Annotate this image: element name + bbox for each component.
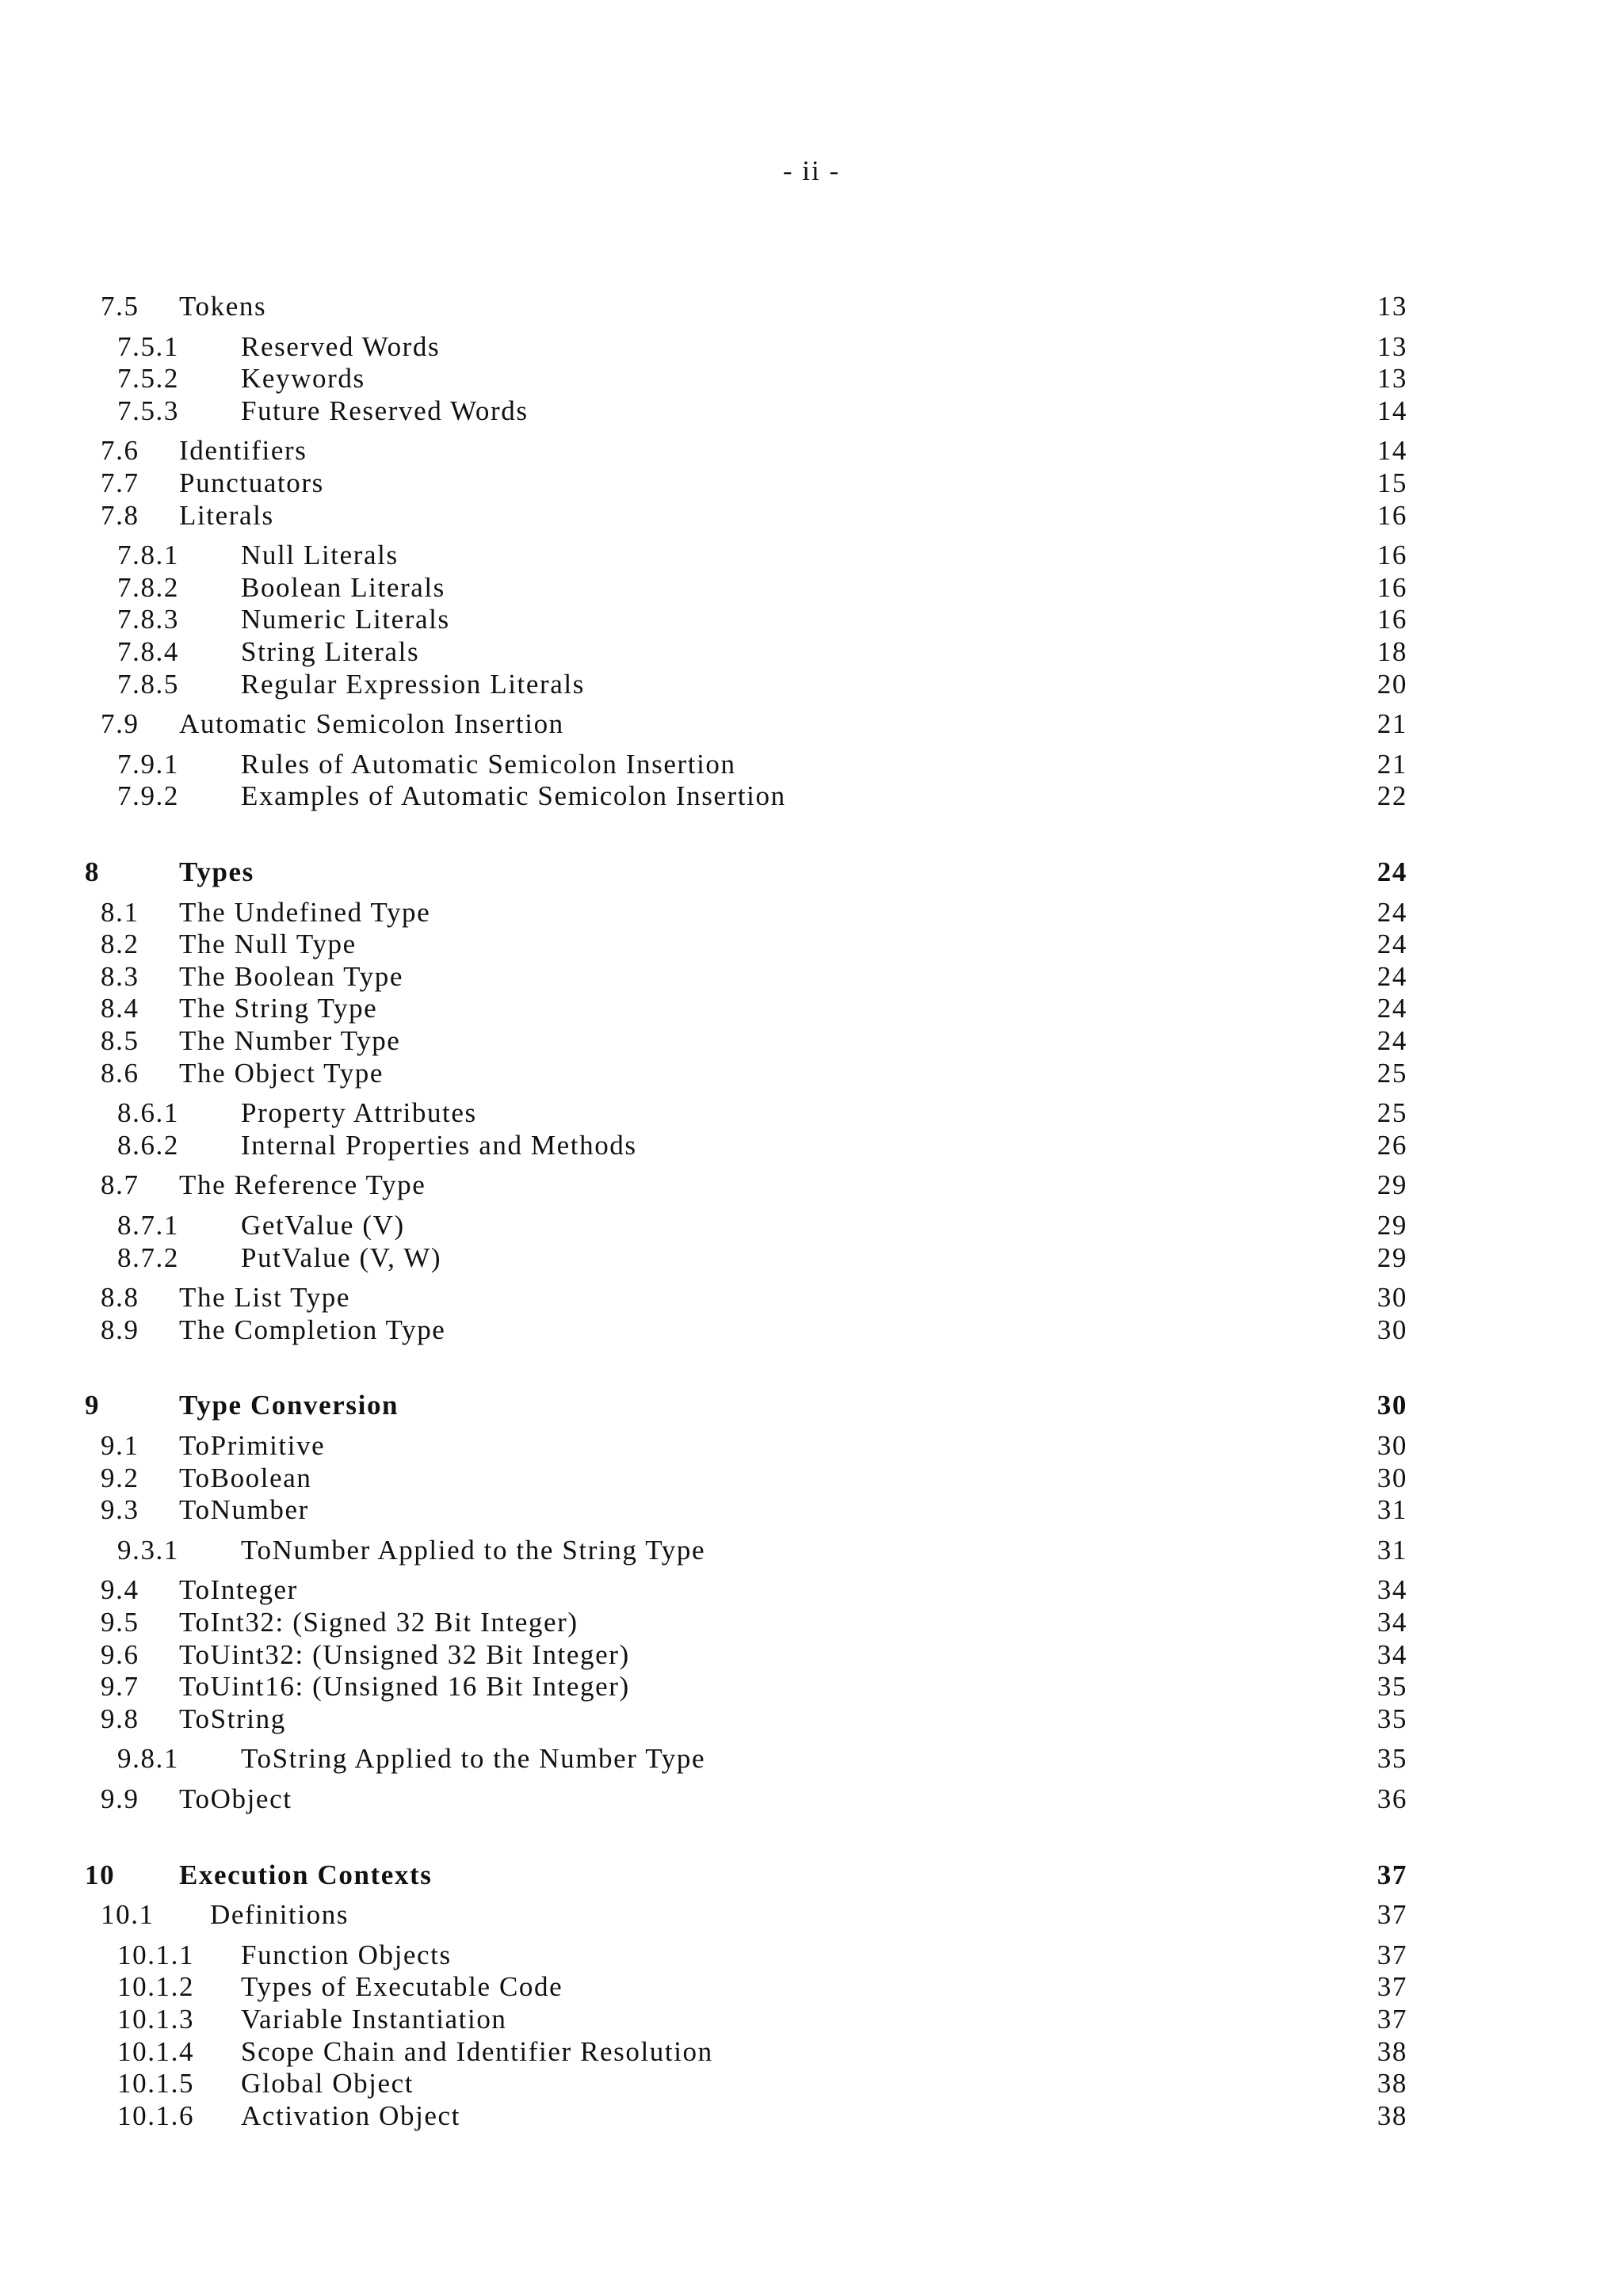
toc-entry-number: 8.8 xyxy=(101,1282,139,1314)
toc-entry-title: ToPrimitive xyxy=(179,1430,326,1461)
toc-entry-title: GetValue (V) xyxy=(241,1210,405,1241)
toc-entry-number: 9.9 xyxy=(101,1783,139,1814)
toc-entry-title: Literals xyxy=(179,499,274,531)
toc-chapter-entry xyxy=(85,855,1407,890)
toc-entry-number: 8.6 xyxy=(101,1057,139,1089)
toc-entry-page: 30 xyxy=(1377,1462,1407,1493)
toc-entry-page: 29 xyxy=(1377,1169,1407,1201)
toc-entry-page: 35 xyxy=(1377,1703,1407,1734)
toc-entry-page: 18 xyxy=(1377,636,1407,667)
toc-entry-page: 16 xyxy=(1377,499,1407,531)
toc-entry-page: 24 xyxy=(1377,993,1407,1024)
toc-entry-page: 21 xyxy=(1377,708,1407,740)
toc-entry-page: 35 xyxy=(1377,1671,1407,1703)
toc-subsection-entry xyxy=(117,1741,1407,1776)
toc-entry-page: 14 xyxy=(1377,435,1407,467)
toc-section-entry xyxy=(101,498,1407,533)
toc-entry-title: ToNumber Applied to the String Type xyxy=(241,1534,706,1566)
toc-section-entry xyxy=(101,1024,1407,1058)
toc-entry-number: 9.1 xyxy=(101,1430,139,1461)
toc-section-entry xyxy=(101,1280,1407,1315)
toc-entry-number: 10.1.3 xyxy=(117,2004,195,2035)
toc-entry-title: Execution Contexts xyxy=(179,1859,433,1890)
toc-entry-title: Keywords xyxy=(241,363,365,395)
toc-entry-title: The String Type xyxy=(179,993,378,1024)
toc-entry-number: 8.6.2 xyxy=(117,1129,179,1161)
toc-entry-title: Automatic Semicolon Insertion xyxy=(179,708,564,740)
toc-entry-page: 26 xyxy=(1377,1129,1407,1161)
toc-section-entry xyxy=(101,1493,1407,1527)
toc-entry-page: 16 xyxy=(1377,604,1407,635)
toc-entry-title: The Object Type xyxy=(179,1057,384,1089)
toc-subsection-entry xyxy=(117,779,1407,814)
toc-entry-title: ToBoolean xyxy=(179,1462,312,1493)
toc-entry-page: 37 xyxy=(1377,2004,1407,2035)
toc-entry-title: ToInteger xyxy=(179,1574,298,1606)
toc-entry-page: 16 xyxy=(1377,571,1407,603)
toc-subsection-entry xyxy=(117,1128,1407,1163)
toc-entry-title: Punctuators xyxy=(179,467,324,498)
toc-entry-number: 8.2 xyxy=(101,929,139,960)
toc-entry-title: Property Attributes xyxy=(241,1097,477,1129)
toc-entry-page: 38 xyxy=(1377,2100,1407,2131)
toc-section-entry xyxy=(101,1638,1407,1672)
toc-section-entry xyxy=(101,927,1407,962)
toc-entry-number: 10.1.4 xyxy=(117,2035,195,2067)
toc-section-entry xyxy=(101,1669,1407,1704)
toc-section-entry xyxy=(101,1461,1407,1496)
toc-section-entry xyxy=(101,707,1407,742)
toc-entry-number: 7.7 xyxy=(101,467,139,498)
toc-entry-page: 37 xyxy=(1377,1971,1407,2003)
toc-entry-title: Regular Expression Literals xyxy=(241,668,585,700)
toc-subsection-entry xyxy=(117,361,1407,396)
toc-entry-page: 37 xyxy=(1377,1939,1407,1970)
toc-entry-page: 25 xyxy=(1377,1057,1407,1089)
toc-subsection-entry xyxy=(117,1096,1407,1131)
toc-entry-number: 9.2 xyxy=(101,1462,139,1493)
toc-entry-page: 34 xyxy=(1377,1574,1407,1606)
toc-entry-title: Tokens xyxy=(179,291,267,322)
toc-section-entry xyxy=(101,895,1407,930)
toc-section-entry xyxy=(101,1168,1407,1203)
toc-entry-page: 37 xyxy=(1377,1899,1407,1931)
toc-entry-number: 9.5 xyxy=(101,1607,139,1638)
toc-entry-number: 7.8.5 xyxy=(117,668,179,700)
toc-entry-page: 21 xyxy=(1377,748,1407,780)
toc-entry-title: The Null Type xyxy=(179,929,357,960)
toc-section-entry xyxy=(101,1897,1407,1932)
toc-entry-number: 9 xyxy=(85,1390,101,1421)
toc-entry-title: Scope Chain and Identifier Resolution xyxy=(241,2035,713,2067)
toc-entry-number: 7.6 xyxy=(101,435,139,467)
toc-entry-number: 7.5 xyxy=(101,291,139,322)
toc-entry-number: 7.8.3 xyxy=(117,604,179,635)
toc-subsection-entry xyxy=(117,2099,1407,2134)
toc-entry-title: The Boolean Type xyxy=(179,960,403,992)
toc-entry-number: 7.5.1 xyxy=(117,330,179,362)
toc-entry-title: Types of Executable Code xyxy=(241,1971,563,2003)
toc-entry-number: 9.4 xyxy=(101,1574,139,1606)
toc-entry-page: 35 xyxy=(1377,1743,1407,1775)
toc-entry-page: 38 xyxy=(1377,2035,1407,2067)
toc-entry-page: 24 xyxy=(1377,896,1407,928)
toc-entry-title: The List Type xyxy=(179,1282,351,1314)
toc-subsection-entry xyxy=(117,635,1407,669)
toc-entry-page: 24 xyxy=(1377,960,1407,992)
toc-entry-number: 8.7 xyxy=(101,1169,139,1201)
toc-entry-page: 30 xyxy=(1377,1282,1407,1314)
toc-entry-number: 8 xyxy=(85,856,101,887)
toc-section-entry xyxy=(101,1056,1407,1091)
toc-entry-page: 31 xyxy=(1377,1494,1407,1526)
toc-entry-title: Activation Object xyxy=(241,2100,460,2131)
toc-subsection-entry xyxy=(117,1208,1407,1243)
toc-entry-number: 9.6 xyxy=(101,1638,139,1670)
toc-entry-number: 9.3.1 xyxy=(117,1534,179,1566)
toc-entry-title: Internal Properties and Methods xyxy=(241,1129,637,1161)
toc-entry-page: 24 xyxy=(1377,1025,1407,1056)
toc-entry-title: ToNumber xyxy=(179,1494,309,1526)
toc-entry-title: String Literals xyxy=(241,636,420,667)
toc-section-entry xyxy=(101,466,1407,501)
toc-entry-title: ToString Applied to the Number Type xyxy=(241,1743,706,1775)
toc-entry-page: 34 xyxy=(1377,1638,1407,1670)
toc-entry-title: Function Objects xyxy=(241,1939,452,1970)
toc-section-entry xyxy=(101,1313,1407,1348)
toc-subsection-entry xyxy=(117,747,1407,782)
toc-entry-title: Examples of Automatic Semicolon Insertion xyxy=(241,780,786,812)
toc-section-entry xyxy=(101,1605,1407,1640)
toc-entry-page: 24 xyxy=(1377,856,1407,887)
toc-entry-number: 10.1.5 xyxy=(117,2068,195,2100)
toc-section-entry xyxy=(101,1573,1407,1608)
toc-entry-title: Future Reserved Words xyxy=(241,395,529,426)
toc-entry-title: The Reference Type xyxy=(179,1169,426,1201)
toc-entry-title: The Completion Type xyxy=(179,1314,446,1345)
toc-entry-title: Reserved Words xyxy=(241,330,441,362)
toc-entry-title: Variable Instantiation xyxy=(241,2004,507,2035)
toc-entry-number: 7.9 xyxy=(101,708,139,740)
toc-entry-number: 9.3 xyxy=(101,1494,139,1526)
toc-entry-number: 8.5 xyxy=(101,1025,139,1056)
toc-section-entry xyxy=(101,991,1407,1026)
toc-subsection-entry xyxy=(117,1970,1407,2004)
toc-entry-title: ToUint32: (Unsigned 32 Bit Integer) xyxy=(179,1638,630,1670)
toc-entry-page: 31 xyxy=(1377,1534,1407,1566)
toc-entry-number: 10.1 xyxy=(101,1899,155,1931)
toc-subsection-entry xyxy=(117,2035,1407,2069)
toc-section-entry xyxy=(101,1428,1407,1463)
toc-entry-page: 29 xyxy=(1377,1210,1407,1241)
toc-entry-page: 13 xyxy=(1377,363,1407,395)
toc-section-entry xyxy=(101,433,1407,468)
toc-subsection-entry xyxy=(117,602,1407,637)
toc-entry-page: 38 xyxy=(1377,2068,1407,2100)
toc-entry-number: 7.8.1 xyxy=(117,540,179,571)
toc-entry-number: 9.7 xyxy=(101,1671,139,1703)
toc-section-entry xyxy=(101,289,1407,324)
toc-entry-title: Numeric Literals xyxy=(241,604,450,635)
toc-entry-page: 13 xyxy=(1377,330,1407,362)
toc-entry-number: 8.4 xyxy=(101,993,139,1024)
toc-entry-number: 10.1.6 xyxy=(117,2100,195,2131)
toc-subsection-entry xyxy=(117,538,1407,573)
toc-entry-page: 22 xyxy=(1377,780,1407,812)
toc-entry-title: ToInt32: (Signed 32 Bit Integer) xyxy=(179,1607,579,1638)
toc-entry-page: 30 xyxy=(1377,1314,1407,1345)
toc-entry-title: Null Literals xyxy=(241,540,399,571)
toc-entry-number: 8.7.2 xyxy=(117,1241,179,1273)
toc-entry-page: 36 xyxy=(1377,1783,1407,1814)
toc-entry-title: Rules of Automatic Semicolon Insertion xyxy=(241,748,736,780)
toc-entry-page: 13 xyxy=(1377,291,1407,322)
toc-entry-title: The Number Type xyxy=(179,1025,401,1056)
toc-entry-number: 7.8.4 xyxy=(117,636,179,667)
toc-entry-title: Global Object xyxy=(241,2068,414,2100)
toc-entry-title: ToString xyxy=(179,1703,286,1734)
toc-entry-page: 34 xyxy=(1377,1607,1407,1638)
toc-entry-title: Definitions xyxy=(210,1899,349,1931)
toc-entry-page: 16 xyxy=(1377,540,1407,571)
toc-entry-page: 15 xyxy=(1377,467,1407,498)
toc-entry-title: Type Conversion xyxy=(179,1390,399,1421)
toc-section-entry xyxy=(101,1782,1407,1817)
toc-chapter-entry xyxy=(85,1858,1407,1893)
toc-entry-page: 30 xyxy=(1377,1390,1407,1421)
toc-subsection-entry xyxy=(117,1533,1407,1568)
toc-entry-number: 10.1.1 xyxy=(117,1939,195,1970)
toc-subsection-entry xyxy=(117,2002,1407,2037)
toc-subsection-entry xyxy=(117,1241,1407,1276)
toc-entry-title: The Undefined Type xyxy=(179,896,431,928)
toc-section-entry xyxy=(101,1702,1407,1737)
toc-subsection-entry xyxy=(117,330,1407,364)
toc-entry-page: 24 xyxy=(1377,929,1407,960)
toc-section-entry xyxy=(101,959,1407,994)
toc-subsection-entry xyxy=(117,2066,1407,2101)
toc-entry-page: 37 xyxy=(1377,1859,1407,1890)
toc-entry-title: ToUint16: (Unsigned 16 Bit Integer) xyxy=(179,1671,630,1703)
toc-entry-number: 10.1.2 xyxy=(117,1971,195,2003)
toc-entry-page: 20 xyxy=(1377,668,1407,700)
toc-entry-number: 9.8 xyxy=(101,1703,139,1734)
toc-entry-title: PutValue (V, W) xyxy=(241,1241,442,1273)
toc-entry-number: 8.3 xyxy=(101,960,139,992)
toc-entry-number: 8.6.1 xyxy=(117,1097,179,1129)
toc-entry-number: 8.1 xyxy=(101,896,139,928)
toc-subsection-entry xyxy=(117,394,1407,429)
toc-subsection-entry xyxy=(117,1938,1407,1973)
toc-entry-number: 8.9 xyxy=(101,1314,139,1345)
toc-entry-title: ToObject xyxy=(179,1783,292,1814)
toc-subsection-entry xyxy=(117,667,1407,702)
toc-entry-number: 7.9.2 xyxy=(117,780,179,812)
toc-entry-number: 7.9.1 xyxy=(117,748,179,780)
toc-entry-page: 25 xyxy=(1377,1097,1407,1129)
toc-entry-page: 14 xyxy=(1377,395,1407,426)
toc-entry-number: 7.5.3 xyxy=(117,395,179,426)
page-number: - ii - xyxy=(782,155,841,186)
toc-entry-page: 30 xyxy=(1377,1430,1407,1461)
toc-entry-number: 7.8.2 xyxy=(117,571,179,603)
toc-entry-number: 7.5.2 xyxy=(117,363,179,395)
toc-entry-title: Types xyxy=(179,856,254,887)
toc-subsection-entry xyxy=(117,570,1407,605)
toc-chapter-entry xyxy=(85,1388,1407,1423)
toc-entry-number: 8.7.1 xyxy=(117,1210,179,1241)
toc-entry-number: 10 xyxy=(85,1859,116,1890)
toc-entry-title: Identifiers xyxy=(179,435,307,467)
toc-entry-page: 29 xyxy=(1377,1241,1407,1273)
toc-entry-title: Boolean Literals xyxy=(241,571,445,603)
toc-entry-number: 7.8 xyxy=(101,499,139,531)
toc-entry-number: 9.8.1 xyxy=(117,1743,179,1775)
